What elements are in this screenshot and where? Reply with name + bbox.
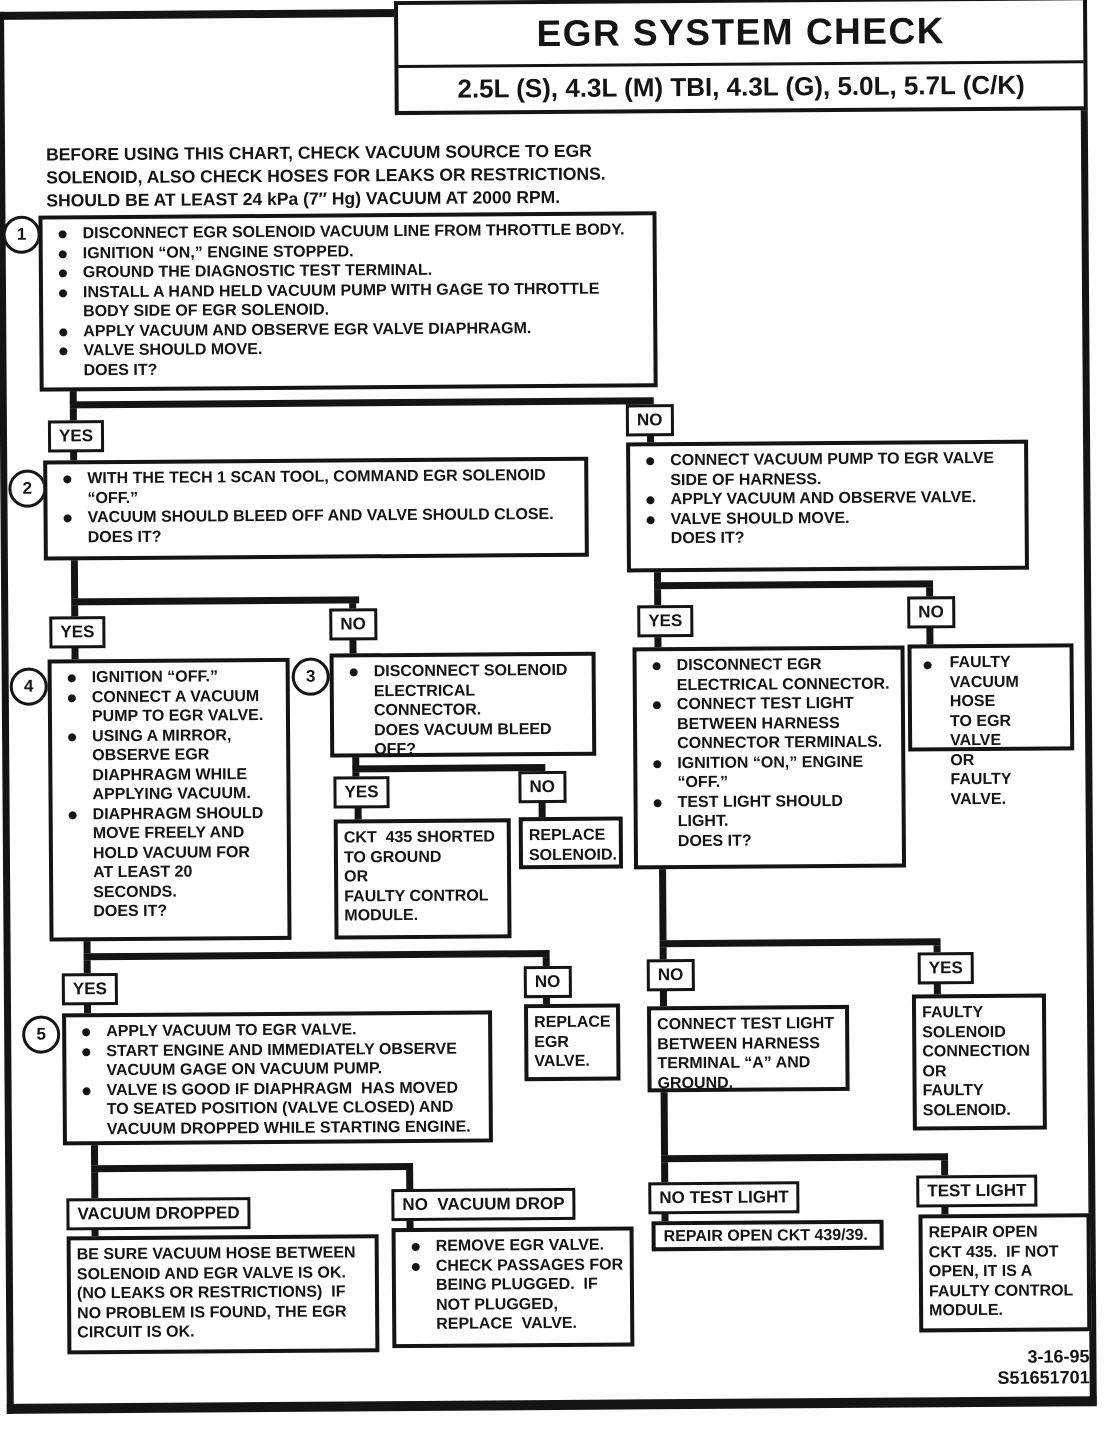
- page-border: [0, 9, 397, 20]
- connector-line: [84, 960, 91, 973]
- test-light-check-box: [632, 646, 906, 870]
- bullet-item: CONNECT A VACUUM PUMP TO EGR VALVE.: [58, 686, 280, 727]
- connector-line: [70, 408, 77, 420]
- step-number-4: 4: [10, 668, 48, 706]
- connector-line: [934, 983, 941, 994]
- connector-line: [659, 869, 666, 940]
- page-border: [1081, 108, 1097, 1404]
- no-label-4: NO: [524, 966, 572, 998]
- page-border: [7, 1396, 1097, 1414]
- step3-box: [330, 652, 597, 758]
- vacuum-dropped-label: VACUUM DROPPED: [66, 1197, 250, 1230]
- connector-line: [660, 990, 667, 1006]
- no-vacuum-drop-label: NO VACUUM DROP: [391, 1188, 575, 1221]
- no-test-light-label: NO TEST LIGHT: [648, 1181, 800, 1214]
- yes-label-1: YES: [48, 420, 104, 452]
- bullet-item: GROUND THE DIAGNOSTIC TEST TERMINAL.: [49, 259, 647, 283]
- connector-line: [926, 587, 933, 596]
- bullet-item: IGNITION “OFF.”: [58, 667, 280, 688]
- bullet-item: DISCONNECT EGR ELECTRICAL CONNECTOR.: [643, 655, 895, 696]
- connector-line: [70, 450, 77, 460]
- connector-line: [660, 938, 941, 947]
- yes-label-5: YES: [918, 952, 974, 984]
- connector-line: [71, 596, 359, 605]
- bullet-item: CHECK PASSAGES FOR BEING PLUGGED. IF NOT PLUGGED, REPLACE VALVE.: [402, 1255, 625, 1335]
- bullet-item: CONNECT VACUUM PUMP TO EGR VALVE SIDE OF HARNESS.: [636, 449, 1018, 491]
- connector-line: [647, 434, 654, 442]
- connector-line: [660, 947, 667, 959]
- connector-line: [406, 1220, 413, 1228]
- connector-line: [355, 807, 362, 819]
- connector-line: [71, 560, 78, 598]
- faulty-hose-box: FAULTY VACUUM HOSE TO EGR VALVE OR FAULTY VALVE.: [907, 643, 1074, 751]
- bullet-item: IGNITION “ON,” ENGINE STOPPED.: [49, 240, 647, 264]
- connector-line: [661, 1092, 668, 1155]
- question-text: DOES IT?: [93, 902, 168, 921]
- repair-ckt435-box: REPAIR OPEN CKT 435. IF NOT OPEN, IT IS A FAULTY CONTROL MODULE.: [918, 1213, 1091, 1332]
- connector-line: [654, 580, 933, 589]
- no-label-2: NO: [329, 608, 377, 640]
- test-light-label: TEST LIGHT: [916, 1175, 1037, 1208]
- title-box: [394, 0, 1088, 115]
- connector-line: [91, 1172, 98, 1198]
- connector-line: [654, 589, 661, 605]
- bullet-item: CONNECT TEST LIGHT BETWEEN HARNESS CONNECTOR TERMINALS.: [643, 694, 895, 754]
- faulty-solenoid-box: FAULTY SOLENOID CONNECTION OR FAULTY SOLENOID.: [912, 994, 1047, 1131]
- connector-line: [70, 397, 654, 408]
- bullet-item: WITH THE TECH 1 SCAN TOOL, COMMAND EGR SOLENOID “OFF.”: [53, 466, 578, 509]
- connector-line: [543, 997, 550, 1004]
- step-number-3: 3: [292, 658, 330, 696]
- step4-box: [48, 658, 292, 942]
- bullet-item: INSTALL A HAND HELD VACUUM PUMP WITH GAGE TO THROTTLE BODY SIDE OF EGR SOLENOID.: [49, 279, 647, 322]
- footer-code: S51651701: [997, 1366, 1090, 1388]
- bullet-item: APPLY VACUUM AND OBSERVE VALVE.: [636, 488, 1018, 510]
- yes-label-3: YES: [333, 776, 389, 808]
- connector-line: [941, 1160, 948, 1175]
- chart-subtitle: 2.5L (S), 4.3L (M) TBI, 4.3L (G), 5.0L, 5.7L (C/K): [457, 69, 1025, 104]
- bullet-item: REMOVE EGR VALVE.: [402, 1236, 624, 1257]
- bullet-item: USING A MIRROR, OBSERVE EGR DIAPHRAGM WHILE APPLYING VACUUM.: [58, 725, 281, 805]
- no-label-1: NO: [626, 404, 674, 436]
- connector-line: [926, 627, 933, 644]
- yes-label-2: YES: [49, 616, 105, 648]
- footer: [864, 1346, 1089, 1389]
- bullet-item: APPLY VACUUM AND OBSERVE EGR VALVE DIAPHRAGM.: [49, 318, 647, 342]
- footer-date: 3-16-95: [1027, 1346, 1090, 1367]
- connector-line: [349, 639, 356, 653]
- yes-label-4: YES: [62, 973, 118, 1005]
- no-label-5: NO: [647, 959, 695, 991]
- connector-line: [92, 1229, 99, 1236]
- replace-egr-valve-box: REPLACE EGR VALVE.: [524, 1004, 621, 1082]
- repair-ckt439-box: REPAIR OPEN CKT 439/39.: [652, 1220, 884, 1252]
- connector-line: [934, 945, 941, 952]
- bullet-item: VACUUM SHOULD BLEED OFF AND VALVE SHOULD CLOSE.: [54, 505, 579, 528]
- connector-line: [654, 637, 661, 647]
- replace-solenoid-box: REPLACE SOLENOID.: [519, 817, 623, 870]
- connector-line: [941, 1206, 948, 1214]
- connector-line: [84, 950, 550, 960]
- connector-line: [406, 1170, 413, 1189]
- step1-box: [38, 211, 657, 391]
- step2-box: [43, 457, 589, 561]
- connector-line: [352, 764, 545, 772]
- bullet-item: VALVE SHOULD MOVE.: [637, 507, 1019, 529]
- bullet-item: VALVE SHOULD MOVE.: [49, 337, 647, 361]
- step5-box: [62, 1010, 493, 1145]
- bullet-item: VALVE IS GOOD IF DIAPHRAGM HAS MOVED TO SEATED POSITION (VALVE CLOSED) AND VACUUM DROPPED WHILE STARTING ENGINE.: [73, 1078, 483, 1139]
- bullet-item: DISCONNECT SOLENOID ELECTRICAL CONNECTOR. DOES VACUUM BLEED OFF?: [340, 661, 587, 760]
- connector-line: [543, 957, 550, 966]
- question-text: DOES IT?: [87, 528, 162, 546]
- connector-line: [91, 1145, 98, 1165]
- connect-test-light-box: CONNECT TEST LIGHT BETWEEN HARNESS TERMINAL “A” AND GROUND.: [647, 1005, 850, 1092]
- chart-title: EGR SYSTEM CHECK: [398, 0, 1083, 68]
- connector-line: [84, 1004, 91, 1013]
- step-number-1: 1: [2, 216, 40, 254]
- bullet-item: START ENGINE AND IMMEDIATELY OBSERVE VACUUM GAGE ON VACUUM PUMP.: [72, 1039, 482, 1081]
- no-label-3: NO: [518, 771, 566, 803]
- vacuum-hose-ok-box: BE SURE VACUUM HOSE BETWEEN SOLENOID AND EGR VALVE IS OK. (NO LEAKS OR RESTRICTIONS) IF NO PROBLEM IS FOUND, THE EGR CIRCUIT IS OK.: [67, 1234, 380, 1354]
- question-text: DOES IT?: [677, 832, 752, 850]
- question-text: DOES IT?: [83, 361, 158, 379]
- remove-egr-valve-box: [392, 1226, 635, 1348]
- connector-line: [539, 802, 546, 817]
- connector-line: [661, 1162, 668, 1182]
- connector-line: [654, 572, 661, 582]
- connector-line: [661, 1213, 668, 1221]
- bullet-item: APPLY VACUUM TO EGR VALVE.: [72, 1019, 482, 1041]
- intro-text: BEFORE USING THIS CHART, CHECK VACUUM SOURCE TO EGR SOLENOID, ALSO CHECK HOSES FOR LEAKS OR RESTRICTIONS. SHOULD BE AT LEAST 24 kPa (7″ Hg) VACUUM AT 2000 RPM.: [45, 140, 606, 211]
- question-text: DOES IT?: [670, 529, 745, 548]
- step-number-5: 5: [22, 1015, 60, 1053]
- bullet-item: DISCONNECT EGR SOLENOID VACUUM LINE FROM THROTTLE BODY.: [49, 220, 647, 244]
- connector-line: [71, 605, 78, 616]
- connector-line: [661, 1153, 948, 1162]
- step-number-2: 2: [8, 470, 46, 508]
- connector-line: [91, 1163, 413, 1172]
- bullet-item: DIAPHRAGM SHOULD MOVE FREELY AND HOLD VACUUM FOR AT LEAST 20 SECONDS.: [59, 804, 282, 903]
- connector-line: [84, 941, 91, 953]
- connector-line: [71, 647, 78, 659]
- bullet-item: IGNITION “ON,” ENGINE “OFF.”: [643, 752, 895, 793]
- bullet-item: TEST LIGHT SHOULD LIGHT.: [644, 791, 896, 832]
- yes-label-r: YES: [637, 605, 693, 637]
- harness-vacuum-check-box: [626, 440, 1029, 573]
- no-label-r: NO: [907, 596, 955, 628]
- ckt435-shorted-box: CKT 435 SHORTED TO GROUND OR FAULTY CONTROL MODULE.: [334, 818, 512, 939]
